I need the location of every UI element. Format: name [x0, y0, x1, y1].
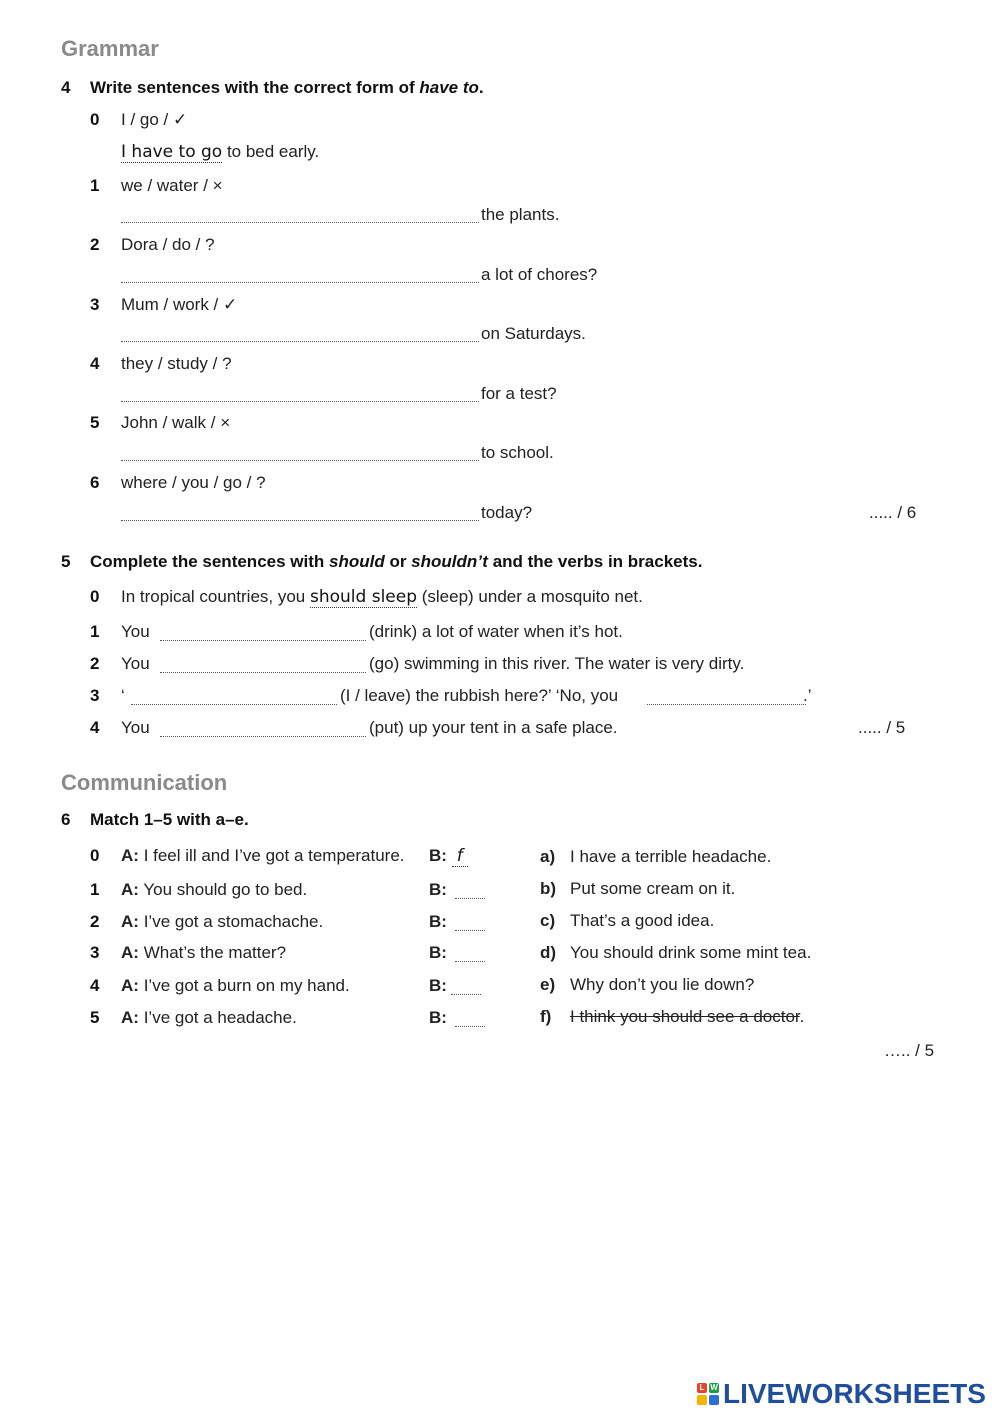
ex4-item-5-prompt: John / walk / ×: [121, 413, 231, 432]
instruction-shouldnt: shouldn’t: [411, 552, 488, 571]
ex4-score: ..... / 6: [869, 503, 917, 522]
ex4-item-3-answer-input[interactable]: [121, 323, 479, 342]
ex6-option-b: [540, 879, 735, 899]
ex5-item-4-before: You: [121, 718, 150, 737]
exercise-6-instructions: Match 1–5 with a–e.: [90, 810, 249, 829]
ex5-item-4-answer-input[interactable]: [160, 718, 366, 737]
ex6-row-2-b-label: [429, 912, 447, 932]
ex6-option-f: [540, 1007, 804, 1027]
ex6-row-5-b-label: [429, 1008, 447, 1028]
ex4-item-5-number: 5: [90, 413, 100, 432]
option-letter: a): [540, 847, 556, 866]
option-text: That’s a good idea.: [570, 911, 715, 930]
ex6-option-c: [540, 911, 714, 931]
ex4-item-1-number: 1: [90, 176, 100, 195]
ex6-option-a: [540, 847, 771, 867]
ex6-option-e: [540, 975, 754, 995]
ex4-example-number: 0: [90, 110, 100, 129]
liveworksheets-logo: [697, 1378, 986, 1410]
ex4-item-1-prompt: we / water / ×: [121, 176, 223, 195]
ex5-item-3-answer-input-2[interactable]: [647, 686, 806, 705]
exercise-4-number: 4: [61, 78, 71, 97]
exercise-4-instructions: [90, 78, 484, 98]
ex6-row-3-number: 3: [90, 943, 100, 962]
ex5-item-4-number: 4: [90, 718, 100, 737]
ex6-row-2-a: [121, 912, 323, 932]
a-label: A:: [121, 846, 139, 865]
b-label: B:: [429, 912, 447, 931]
ex5-item-3-answer-input-1[interactable]: [131, 686, 337, 705]
ex4-item-6-prompt: where / you / go / ?: [121, 473, 266, 492]
instruction-text: Complete the sentences with: [90, 552, 329, 571]
ex4-item-3-number: 3: [90, 295, 100, 314]
ex4-example-answer: I have to go: [121, 142, 223, 162]
ex6-row-5-a: [121, 1008, 297, 1028]
ex4-item-4-answer-input[interactable]: [121, 383, 479, 402]
ex4-item-6-number: 6: [90, 473, 100, 492]
instruction-text-end: .: [478, 78, 484, 97]
ex5-item-2-before: You: [121, 654, 150, 673]
ex5-item-4-after: (put) up your tent in a safe place.: [369, 718, 618, 737]
option-letter: b): [540, 879, 557, 898]
ex5-item-1-after: (drink) a lot of water when it’s hot.: [369, 622, 623, 641]
ex6-row-3-answer-input[interactable]: [455, 943, 485, 962]
a-text: I’ve got a headache.: [143, 1008, 297, 1027]
ex4-item-4-number: 4: [90, 354, 100, 373]
ex5-item-1-number: 1: [90, 622, 100, 641]
ex6-row-2-answer-input[interactable]: [455, 912, 485, 931]
ex5-example-answer: should sleep: [309, 587, 417, 607]
ex4-item-6-answer-input[interactable]: [121, 502, 479, 521]
ex5-item-2-after: (go) swimming in this river. The water is very dirty.: [369, 654, 745, 673]
b-label: B:: [429, 976, 447, 995]
instruction-or: or: [384, 552, 412, 571]
ex5-example-sentence: [121, 587, 643, 607]
ex6-row-0-a: [121, 846, 405, 866]
option-text-used: I think you should see a doctor: [570, 1007, 800, 1026]
ex5-item-3-number: 3: [90, 686, 100, 705]
ex4-item-1-ending: the plants.: [481, 205, 560, 224]
option-text: You should drink some mint tea.: [570, 943, 812, 962]
ex6-row-1-a: [121, 880, 307, 900]
ex4-example-prompt: I / go / ✓: [121, 110, 188, 129]
instruction-text: Write sentences with the correct form of: [90, 78, 420, 97]
ex4-item-1-answer-input[interactable]: [121, 204, 479, 223]
option-text: I have a terrible headache.: [570, 847, 772, 866]
logo-mark-icon: [697, 1383, 719, 1405]
ex4-item-4-ending: for a test?: [481, 384, 557, 403]
a-label: A:: [121, 912, 139, 931]
ex4-example-rest: to bed early.: [226, 142, 320, 161]
ex5-score: ..... / 5: [858, 718, 906, 737]
a-label: A:: [121, 1008, 139, 1027]
a-text: You should go to bed.: [143, 880, 308, 899]
logo-tile-4: [709, 1395, 719, 1405]
ex6-row-5-number: 5: [90, 1008, 100, 1027]
option-letter: f): [540, 1007, 552, 1026]
ex4-item-5-answer-input[interactable]: [121, 442, 479, 461]
ex4-item-2-prompt: Dora / do / ?: [121, 235, 215, 254]
ex5-example-before: In tropical countries, you: [121, 587, 310, 606]
ex5-example-after: (sleep) under a mosquito net.: [417, 587, 643, 606]
ex4-item-4-prompt: they / study / ?: [121, 354, 232, 373]
logo-tile-3: [697, 1395, 707, 1405]
logo-tile-2: W: [710, 1383, 718, 1392]
ex4-item-2-ending: a lot of chores?: [481, 265, 598, 284]
ex6-score: ….. / 5: [884, 1041, 935, 1060]
b-label: B:: [429, 880, 447, 899]
exercise-5-instructions: [90, 552, 702, 572]
option-letter: c): [540, 911, 556, 930]
exercise-6-number: 6: [61, 810, 71, 829]
ex6-row-0-b: [429, 846, 468, 867]
ex4-item-3-prompt: Mum / work / ✓: [121, 295, 238, 314]
ex6-row-4-a: [121, 976, 350, 996]
section-title-communication: Communication: [61, 770, 228, 795]
ex5-item-2-answer-input[interactable]: [160, 654, 366, 673]
ex6-row-4-b-label: [429, 976, 447, 996]
ex6-row-3-b-label: [429, 943, 447, 963]
instruction-emphasis: have to: [419, 78, 479, 97]
option-text: Put some cream on it.: [570, 879, 736, 898]
ex5-item-3-end: .’: [803, 686, 812, 705]
ex4-item-6-ending: today?: [481, 503, 533, 522]
ex6-row-3-a: [121, 943, 286, 963]
a-text: What’s the matter?: [143, 943, 287, 962]
b-label: B:: [429, 846, 447, 865]
ex6-row-1-answer-input[interactable]: [455, 880, 485, 899]
b-label: B:: [429, 943, 447, 962]
ex6-row-4-number: 4: [90, 976, 100, 995]
ex4-item-2-number: 2: [90, 235, 100, 254]
ex6-row-0-answer: f: [452, 846, 468, 867]
ex6-row-0-number: 0: [90, 846, 100, 865]
ex5-item-1-before: You: [121, 622, 150, 641]
option-tail: .: [799, 1007, 805, 1026]
ex4-item-5-ending: to school.: [481, 443, 554, 462]
exercise-5-number: 5: [61, 552, 71, 571]
ex6-row-5-answer-input[interactable]: [455, 1008, 485, 1027]
option-letter: e): [540, 975, 556, 994]
instruction-text-end: and the verbs in brackets.: [487, 552, 703, 571]
a-text: I’ve got a burn on my hand.: [143, 976, 350, 995]
a-text: I feel ill and I’ve got a temperature.: [143, 846, 405, 865]
ex5-example-number: 0: [90, 587, 100, 606]
a-text: I’ve got a stomachache.: [143, 912, 324, 931]
a-label: A:: [121, 880, 139, 899]
logo-text: LIVEWORKSHEETS: [723, 1378, 986, 1409]
ex4-example-answer-line: [121, 142, 319, 162]
instruction-should: should: [329, 552, 385, 571]
ex5-item-1-answer-input[interactable]: [160, 622, 366, 641]
b-label: B:: [429, 1008, 447, 1027]
ex6-row-1-b-label: [429, 880, 447, 900]
ex6-row-2-number: 2: [90, 912, 100, 931]
a-label: A:: [121, 976, 139, 995]
logo-tile-1: L: [697, 1383, 707, 1393]
ex5-item-3-after: (I / leave) the rubbish here?’ ‘No, you: [340, 686, 619, 705]
section-title-grammar: Grammar: [61, 36, 159, 61]
ex4-item-2-answer-input[interactable]: [121, 264, 479, 283]
a-label: A:: [121, 943, 139, 962]
option-letter: d): [540, 943, 557, 962]
ex4-item-3-ending: on Saturdays.: [481, 324, 586, 343]
ex5-item-3-before: ‘: [121, 686, 125, 705]
ex6-row-4-answer-input[interactable]: [451, 976, 481, 995]
option-text: Why don’t you lie down?: [570, 975, 755, 994]
ex6-row-1-number: 1: [90, 880, 100, 899]
ex5-item-2-number: 2: [90, 654, 100, 673]
ex6-option-d: [540, 943, 811, 963]
